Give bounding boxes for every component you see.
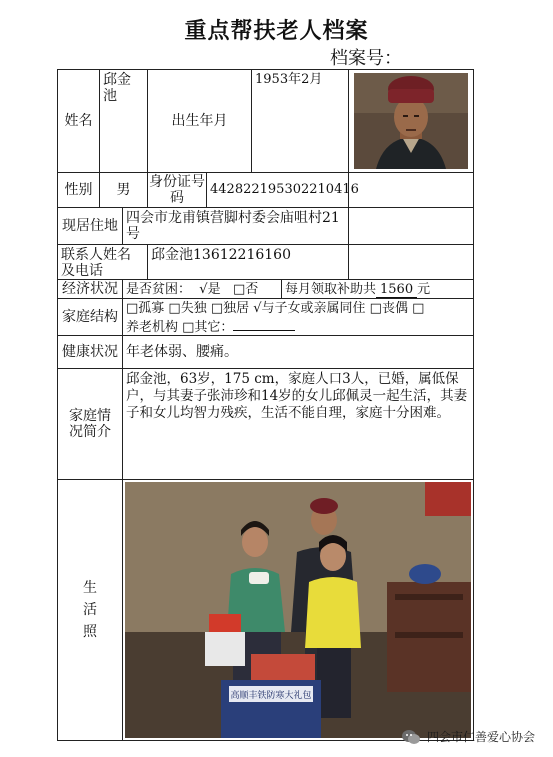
family-situation-label: 家庭情况简介: [57, 368, 123, 480]
contact-label: 联系人姓名及电话: [57, 244, 148, 280]
gift-bag-text: 高顺丰铁防寒大礼包: [230, 691, 312, 701]
poor-question: 是否贫困：: [126, 282, 192, 297]
document-title: 重点帮扶老人档案: [184, 19, 369, 44]
contact-value: 邱金池13612216160: [147, 244, 349, 280]
id-value: 442822195302210416: [206, 172, 349, 208]
life-photo-cell: [122, 479, 474, 741]
address-extra-cell: [348, 207, 474, 245]
family-situation-value: 邱金池，63岁，175 cm，家庭人口3人，已婚，属低保户，与其妻子张沛珍和14岁的女儿邱佩灵一起生活，其妻子和女儿均智力残疾，生活不能自理，家庭十分困难。: [122, 368, 474, 480]
poverty-status: [122, 279, 282, 299]
portrait-cell: [348, 69, 474, 173]
poor-yes-option: √是: [199, 282, 221, 297]
id-label: 身份证号码: [149, 174, 205, 206]
poor-no-option: □否: [232, 282, 259, 297]
contact-extra-cell: [348, 244, 474, 280]
subsidy-unit: 元: [417, 282, 431, 297]
file-number-blank: [406, 54, 462, 70]
subsidy-prefix: 每月领取补助共: [285, 282, 377, 297]
watermark: [401, 728, 535, 745]
file-number-label: 档案号：: [330, 48, 402, 69]
family-structure-line2: 养老机构 □其它：: [126, 317, 470, 336]
family-structure-line1: □孤寡 □失独 □独居 √与子女或亲属同住 □丧偶 □: [126, 301, 425, 316]
health-label: 健康状况: [57, 335, 123, 369]
subsidy-amount: 1560: [376, 282, 417, 298]
id-extra-cell: [348, 172, 474, 208]
life-photo-label: 生活照: [57, 479, 123, 741]
health-value: 年老体弱、腰痛。: [122, 335, 474, 369]
birth-value: 1953年2月: [251, 69, 349, 173]
economy-label: 经济状况: [57, 279, 123, 299]
subsidy: [281, 279, 474, 299]
name-value: 邱金池: [99, 69, 148, 173]
gender-label: 性别: [57, 172, 100, 208]
file-number: [330, 44, 462, 70]
family-structure-label: 家庭结构: [57, 298, 123, 336]
life-photo: [125, 482, 471, 738]
wechat-icon: [401, 729, 421, 745]
address-value: 四会市龙甫镇营脚村委会庙咀村21号: [122, 207, 349, 245]
family-structure-value: [122, 298, 474, 336]
name-label: 姓名: [57, 69, 100, 173]
address-label: 现居住地: [57, 207, 123, 245]
birth-label: 出生年月: [147, 69, 252, 173]
gender-value: 男: [99, 172, 148, 208]
watermark-text: 四会市仁善爱心协会: [426, 730, 535, 744]
portrait-photo: [354, 73, 468, 169]
